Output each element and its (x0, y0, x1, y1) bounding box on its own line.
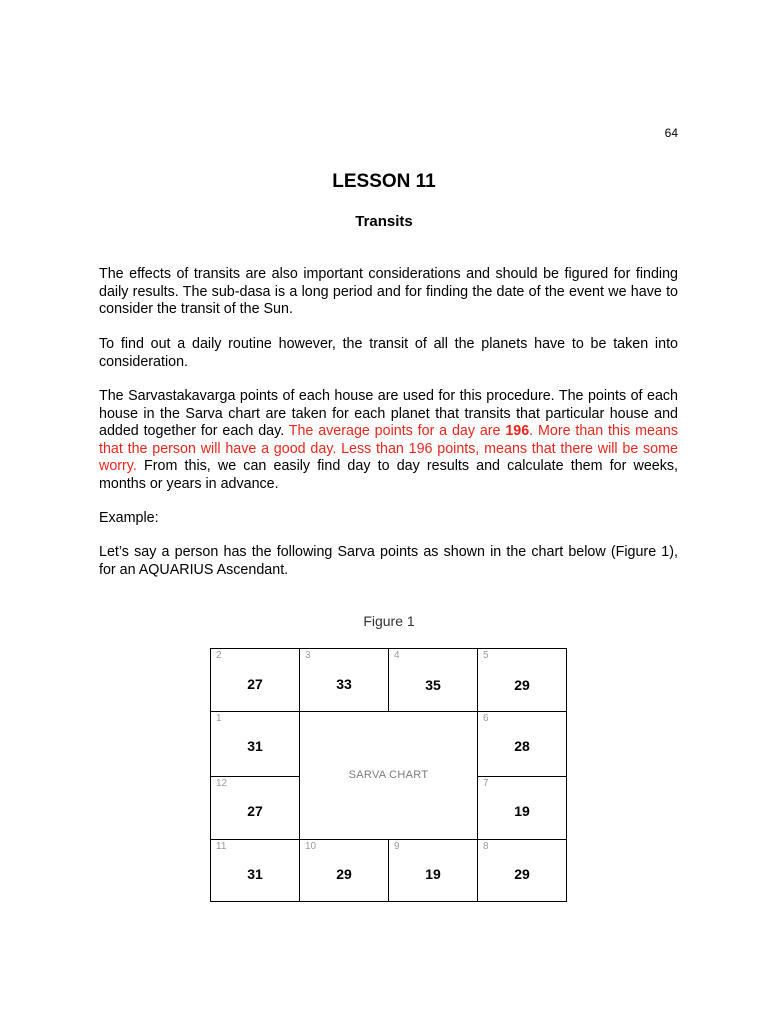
figure-caption: Figure 1 (363, 613, 415, 629)
house-number: 7 (483, 778, 489, 789)
page-number: 64 (664, 126, 678, 140)
house-points: 28 (514, 738, 530, 754)
house-points: 35 (425, 677, 441, 693)
chart-cell (210, 776, 300, 840)
house-number: 12 (216, 778, 228, 789)
lesson-subtitle: Transits (355, 213, 413, 230)
chart-cell (388, 648, 478, 712)
sarva-chart (210, 648, 567, 902)
house-number: 3 (305, 650, 311, 661)
chart-cell (299, 839, 389, 902)
chart-cell (477, 839, 567, 902)
house-number: 9 (394, 841, 400, 852)
house-points: 31 (247, 866, 263, 882)
procedure-conclusion: From this, we can easily find day to day results and calculate them for weeks, months or years in advance. (99, 458, 678, 492)
chart-cell (477, 711, 567, 777)
chart-cell (210, 839, 300, 902)
house-points: 19 (514, 803, 530, 819)
house-points: 29 (336, 866, 352, 882)
average-points-value: 196 (505, 423, 530, 439)
average-points-text: The average points for a day are (288, 423, 506, 439)
procedure-text: The Sarvastakavarga points of each house are used for this procedure. The points of each house in the Sarva chart are taken for each planet that transits that particular house and added together for each day. (99, 388, 678, 439)
house-number: 10 (305, 841, 317, 852)
house-number: 1 (216, 713, 222, 724)
chart-cell (210, 648, 300, 712)
house-points: 29 (514, 677, 530, 693)
paragraph-daily-routine: To find out a daily routine however, the transit of all the planets have to be taken into consideration. (99, 336, 678, 370)
chart-cell (477, 776, 567, 840)
house-points: 29 (514, 866, 530, 882)
paragraph-example: Let’s say a person has the following Sarva points as shown in the chart below (Figure 1), for an AQUARIUS Ascendant. (99, 544, 678, 578)
house-points: 33 (336, 676, 352, 692)
house-points: 19 (425, 866, 441, 882)
chart-cell (477, 648, 567, 712)
chart-cell (388, 839, 478, 902)
house-number: 5 (483, 650, 489, 661)
house-points: 31 (247, 738, 263, 754)
chart-cell (210, 711, 300, 777)
lesson-title: LESSON 11 (332, 171, 436, 192)
house-number: 6 (483, 713, 489, 724)
house-number: 8 (483, 841, 489, 852)
house-number: 4 (394, 650, 400, 661)
paragraph-example-label: Example: (99, 510, 159, 526)
chart-center-label: SARVA CHART (348, 769, 429, 781)
house-points: 27 (247, 803, 263, 819)
paragraph-procedure (99, 388, 678, 493)
house-number: 2 (216, 650, 222, 661)
chart-cell (299, 648, 389, 712)
house-points: 27 (247, 676, 263, 692)
paragraph-intro: The effects of transits are also important considerations and should be figured for finding daily results. The sub-dasa is a long period and for finding the date of the event we have to consider the transit of the Sun. (99, 266, 678, 317)
house-number: 11 (216, 841, 227, 852)
worry-text: . More than this means that the person will have a good day. Less than 196 points, means that there will be some worry. (99, 423, 679, 474)
